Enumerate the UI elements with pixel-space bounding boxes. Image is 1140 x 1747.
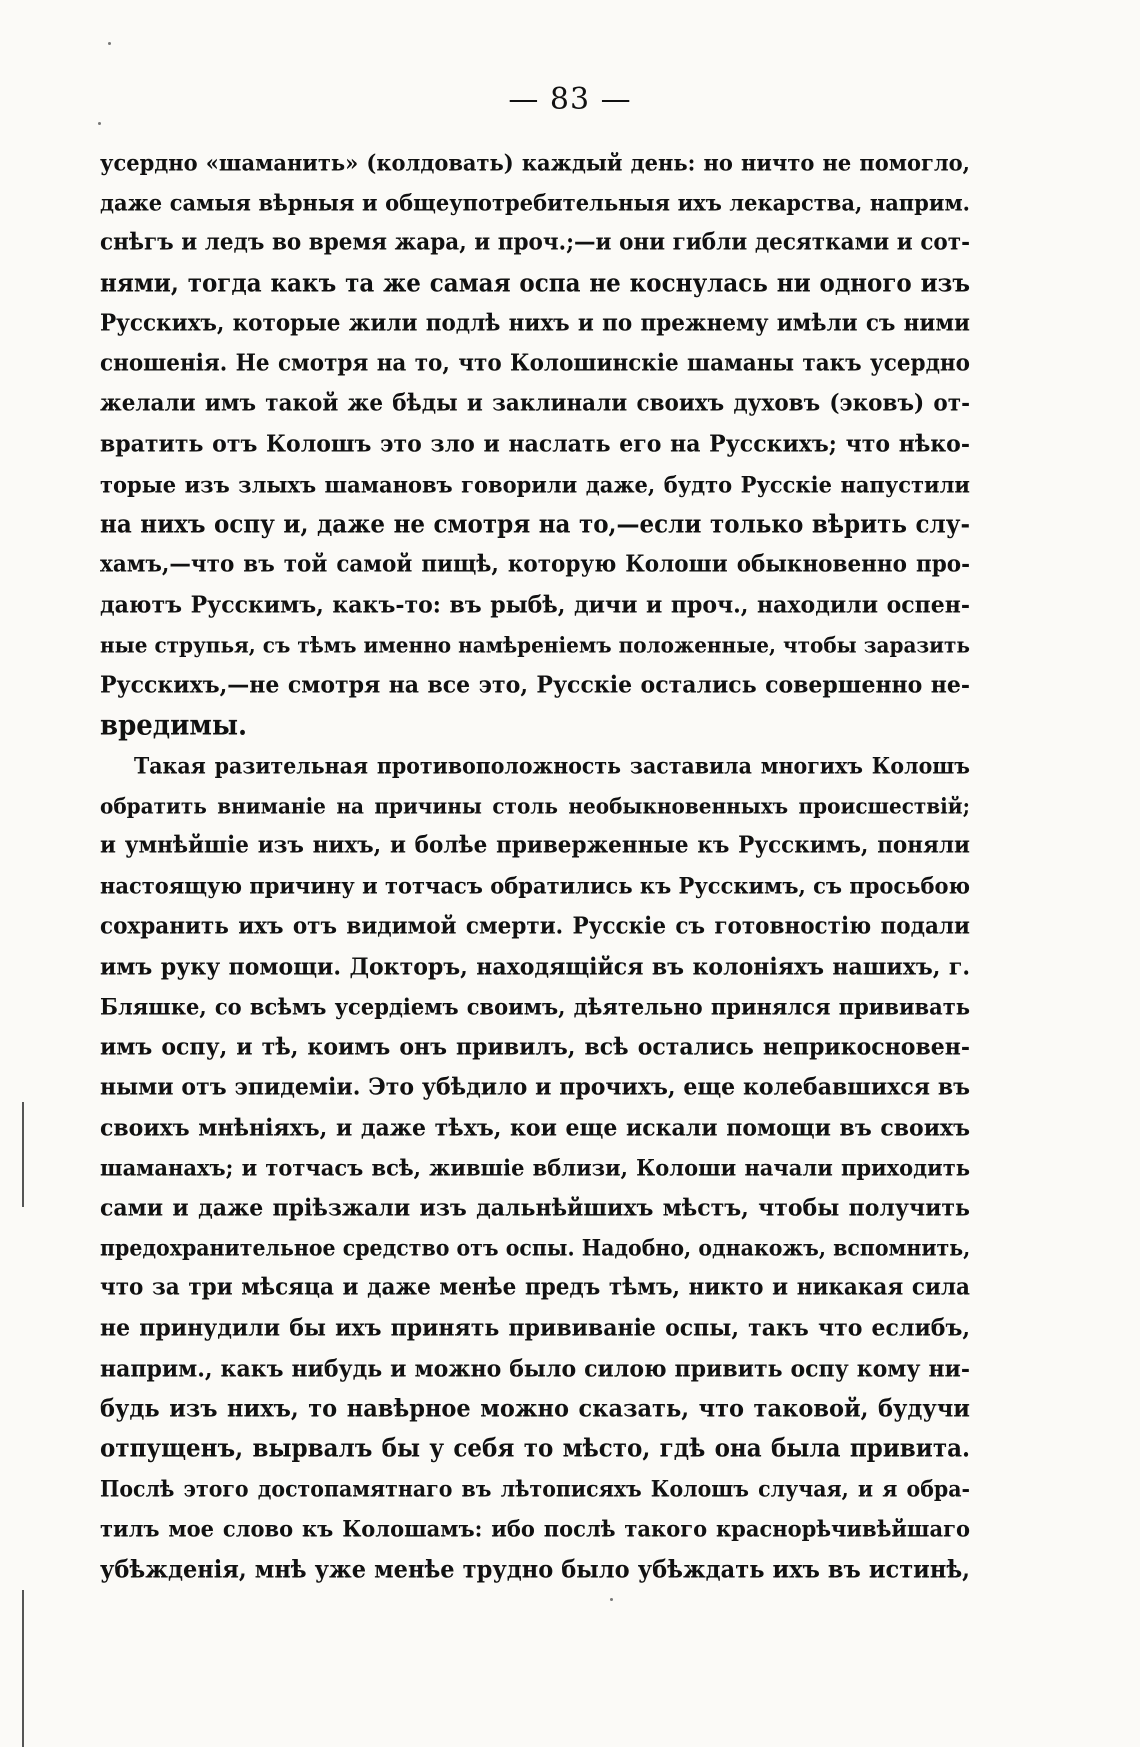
text-line: усердно «шаманить» (колдовать) каждый день: но ничто не помогло, (100, 148, 970, 176)
text-line: наприм., какъ нибудь и можно было силою привить оспу кому ни- (100, 1354, 970, 1383)
text-line: даютъ Русскимъ, какъ-то: въ рыбѣ, дичи и проч., находили оспен- (100, 591, 970, 620)
text-line: предохранительное средство отъ оспы. Надобно, однакожъ, вспомнить, (100, 1235, 971, 1262)
text-line: желали имъ такой же бѣды и заклинали своихъ духовъ (эковъ) от- (100, 390, 970, 418)
text-line: будь изъ нихъ, то навѣрное можно сказать, что таковой, будучи (100, 1394, 970, 1423)
text-line: сохранить ихъ отъ видимой смерти. Русскіе съ готовностію подали (100, 912, 970, 940)
text-line: и умнѣйшіе изъ нихъ, и болѣе приверженные къ Русскимъ, поняли (100, 832, 970, 860)
text-line: убѣжденія, мнѣ уже менѣе трудно было убѣждать ихъ въ истинѣ, (100, 1555, 970, 1584)
text-line: вратить отъ Колошъ это зло и наслать его на Русскихъ; что нѣко- (100, 430, 970, 459)
text-line: вредимы. (100, 709, 248, 742)
text-line: отпущенъ, вырвалъ бы у себя то мѣсто, гдѣ она была привита. (100, 1433, 970, 1464)
text-line: ными отъ эпидеміи. Это убѣдило и прочихъ, еще колебавшихся въ (100, 1073, 970, 1102)
text-line: шаманахъ; и тотчасъ всѣ, жившіе вблизи, Колоши начали приходить (100, 1153, 970, 1181)
text-line: сношенія. Не смотря на то, что Колошинскіе шаманы такъ усердно (100, 349, 970, 377)
scan-margin-line (22, 1102, 24, 1207)
text-line: имъ оспу, и тѣ, коимъ онъ привилъ, всѣ остались неприкосновен- (100, 1033, 970, 1062)
scan-speck (610, 1598, 613, 1601)
scan-speck (108, 42, 111, 45)
text-line: Русскихъ,—не смотря на все это, Русскіе остались совершенно не- (100, 671, 970, 700)
page-number: — 83 — (508, 82, 632, 117)
text-line: не принудили бы ихъ принять прививаніе оспы, такъ что еслибъ, (100, 1314, 970, 1343)
text-line: имъ руку помощи. Докторъ, находящійся въ колоніяхъ нашихъ, г. (100, 952, 970, 981)
text-line: Бляшке, со всѣмъ усердіемъ своимъ, дѣятельно принялся прививать (100, 992, 970, 1020)
text-line: ные струпья, съ тѣмъ именно намѣреніемъ положенные, чтобы заразить (100, 632, 970, 659)
text-line: настоящую причину и тотчасъ обратились къ Русскимъ, съ просьбою (100, 872, 970, 900)
text-line: обратить вниманіе на причины столь необыкновенныхъ происшествій; (100, 793, 970, 819)
text-line: нями, тогда какъ та же самая оспа не коснулась ни одного изъ (100, 268, 970, 298)
text-line: своихъ мнѣніяхъ, и даже тѣхъ, кои еще искали помощи въ своихъ (100, 1113, 970, 1142)
text-line: Послѣ этого достопамятнаго въ лѣтописяхъ Колошъ случая, и я обра- (100, 1476, 970, 1503)
body-text (100, 143, 970, 1590)
text-line: снѣгъ и ледъ во время жара, и проч.;—и они гибли десятками и сот- (100, 229, 970, 257)
scan-margin-line (22, 1590, 24, 1747)
text-line: Русскихъ, которые жили подлѣ нихъ и по прежнему имѣли съ ними (100, 309, 970, 337)
scan-speck (98, 122, 101, 125)
text-line: сами и даже пріѣзжали изъ дальнѣйшихъ мѣстъ, чтобы получить (100, 1193, 970, 1222)
text-line: на нихъ оспу и, даже не смотря на то,—если только вѣрить слу- (100, 509, 970, 539)
paragraph-start-line: Такая разительная противоположность заставила многихъ Колошъ (134, 752, 970, 779)
text-line: тилъ мое слово къ Колошамъ: ибо послѣ такого краснорѣчивѣйшаго (100, 1515, 970, 1543)
text-line: даже самыя вѣрныя и общеупотребительныя ихъ лекарства, наприм. (100, 189, 970, 217)
text-line: что за три мѣсяца и даже менѣе предъ тѣмъ, никто и никакая сила (100, 1274, 970, 1302)
text-line: торые изъ злыхъ шамановъ говорили даже, будто Русскіе напустили (100, 470, 970, 498)
text-line: хамъ,—что въ той самой пищѣ, которую Колоши обыкновенно про- (100, 550, 970, 578)
